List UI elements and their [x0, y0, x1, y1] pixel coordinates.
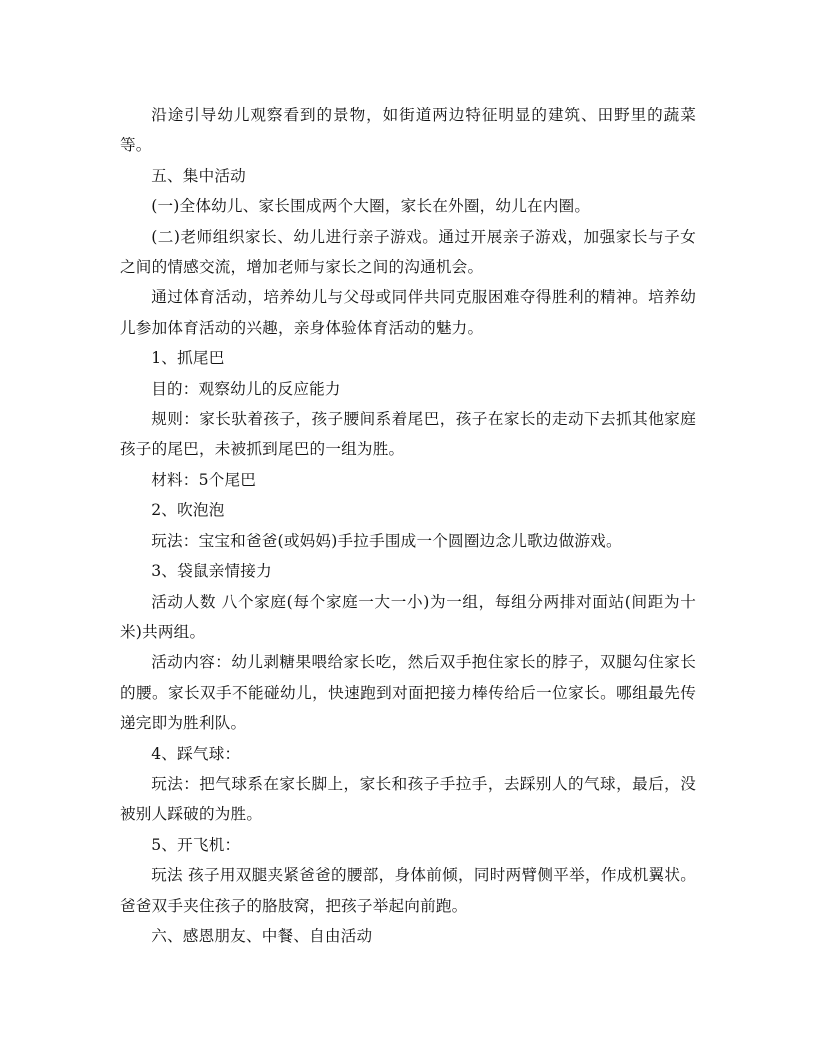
- game-bubbles-play: 玩法：宝宝和爸爸(或妈妈)手拉手围成一个圆圈边念儿歌边做游戏。: [151, 531, 622, 550]
- paragraph-sports-purpose: 通过体育活动，培养幼儿与父母或同伴共同克服困难夺得胜利的精神。培养幼儿参加体育活动的兴趣，亲身体验体育活动的魅力。: [120, 288, 696, 337]
- game-goal: 目的：观察幼儿的反应能力: [151, 379, 341, 398]
- section-heading-thanks-lunch: 六、感恩朋友、中餐、自由活动: [151, 926, 373, 945]
- game-relay-participants: 活动人数 八个家庭(每个家庭一大一小)为一组，每组分两排对面站(间距为十米)共两组。: [120, 592, 696, 641]
- game-rules: 规则：家长驮着孩子，孩子腰间系着尾巴，孩子在家长的走动下去抓其他家庭孩子的尾巴，未被抓到尾巴的一组为胜。: [120, 410, 696, 459]
- game-materials: 材料：5个尾巴: [151, 470, 257, 489]
- document-body: [120, 100, 696, 951]
- game-balloon-play: 玩法：把气球系在家长脚上，家长和孩子手拉手，去踩别人的气球，最后，没被别人踩破的为胜。: [120, 774, 696, 824]
- game-heading-catch-tail: 1、抓尾巴: [151, 349, 225, 368]
- paragraph-circle-formation: (一)全体幼儿、家长围成两个大圈，家长在外圈，幼儿在内圈。: [151, 197, 591, 216]
- paragraph-guide-observation: 沿途引导幼儿观察看到的景物，如街道两边特征明显的建筑、田野里的蔬菜等。: [120, 106, 696, 155]
- game-airplane-play: 玩法 孩子用双腿夹紧爸爸的腰部，身体前倾，同时两臂侧平举，作成机翼状。爸爸双手夹住孩子的胳肢窝，把孩子举起向前跑。: [120, 866, 696, 915]
- game-heading-bubbles: 2、吹泡泡: [151, 501, 225, 520]
- game-heading-kangaroo-relay: 3、袋鼠亲情接力: [151, 562, 272, 581]
- paragraph-parent-child-games: (二)老师组织家长、幼儿进行亲子游戏。通过开展亲子游戏，加强家长与子女之间的情感交流，增加老师与家长之间的沟通机会。: [120, 227, 696, 277]
- section-heading-group-activity: 五、集中活动: [151, 166, 246, 185]
- game-heading-balloon-stomp: 4、踩气球：: [151, 744, 241, 763]
- game-heading-airplane: 5、开飞机：: [151, 835, 241, 854]
- game-relay-content: 活动内容：幼儿剥糖果喂给家长吃，然后双手抱住家长的脖子，双腿勾住家长的腰。家长双手不能碰幼儿，快速跑到对面把接力棒传给后一位家长。哪组最先传递完即为胜利队。: [120, 653, 696, 733]
